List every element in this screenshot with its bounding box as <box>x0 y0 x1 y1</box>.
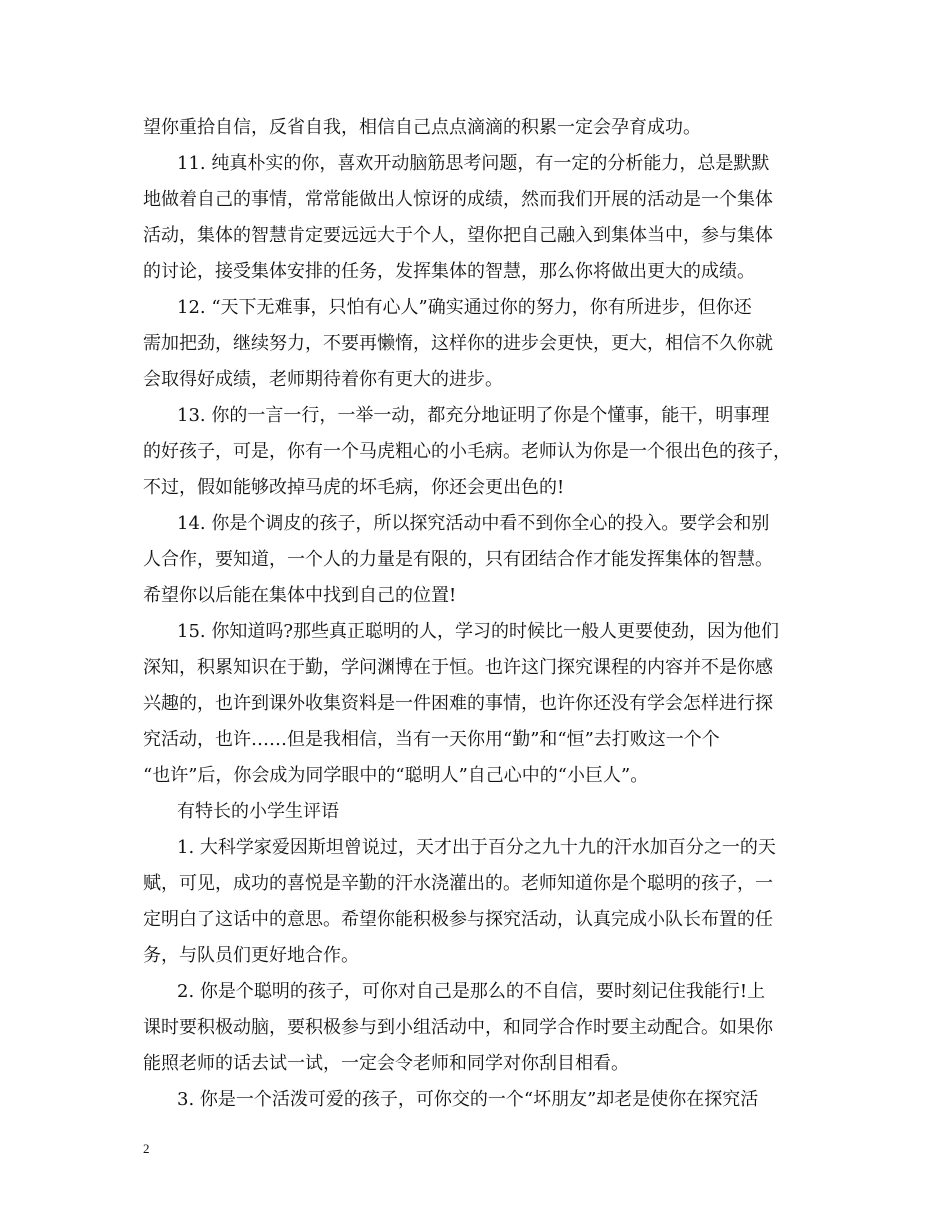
text-line: 望你重拾自信，反省自我，相信自己点点滴滴的积累一定会孕育成功。 <box>143 117 701 138</box>
text-line: “也许”后，你会成为同学眼中的“聪明人”自己心中的“小巨人”。 <box>143 765 649 786</box>
text-line: 3. 你是一个活泼可爱的孩子，可你交的一个“坏朋友”却老是使你在探究活 <box>177 1089 759 1110</box>
text-line: 兴趣的，也许到课外收集资料是一件困难的事情，也许你还没有学会怎样进行探 <box>143 693 773 714</box>
text-line: 赋，可见，成功的喜悦是辛勤的汗水浇灌出的。老师知道你是个聪明的孩子，一 <box>143 873 773 894</box>
page-number: 2 <box>143 1141 150 1156</box>
text-line: 1. 大科学家爱因斯坦曾说过，天才出于百分之九十九的汗水加百分之一的天 <box>177 837 776 858</box>
text-line: 需加把劲，继续努力，不要再懒惰，这样你的进步会更快，更大，相信不久你就 <box>143 333 773 354</box>
text-line: 究活动，也许……但是我相信，当有一天你用“勤”和“恒”去打败这一个个 <box>143 729 720 750</box>
text-line: 13. 你的一言一行，一举一动，都充分地证明了你是个懂事，能干，明事理 <box>177 405 770 426</box>
text-line: 活动，集体的智慧肯定要远远大于个人，望你把自己融入到集体当中，参与集体 <box>143 225 773 246</box>
text-line: 14. 你是个调皮的孩子，所以探究活动中看不到你全心的投入。要学会和别 <box>177 513 770 534</box>
text-line: 课时要积极动脑，要积极参与到小组活动中，和同学合作时要主动配合。如果你 <box>143 1017 773 1038</box>
text-line: 不过，假如能够改掉马虎的坏毛病，你还会更出色的! <box>143 477 565 498</box>
text-line: 务，与队员们更好地合作。 <box>143 945 359 966</box>
text-line: 能照老师的话去试一试，一定会令老师和同学对你刮目相看。 <box>143 1053 629 1074</box>
text-line: 的讨论，接受集体安排的任务，发挥集体的智慧，那么你将做出更大的成绩。 <box>143 261 755 282</box>
text-line: 会取得好成绩，老师期待着你有更大的进步。 <box>143 369 503 390</box>
text-line: 11. 纯真朴实的你，喜欢开动脑筋思考问题，有一定的分析能力，总是默默 <box>177 153 770 174</box>
text-line: 人合作，要知道，一个人的力量是有限的，只有团结合作才能发挥集体的智慧。 <box>143 549 773 570</box>
text-line: 2. 你是个聪明的孩子，可你对自己是那么的不自信，要时刻记住我能行!上 <box>177 981 766 1002</box>
text-line: 的好孩子，可是，你有一个马虎粗心的小毛病。老师认为你是一个很出色的孩子， <box>143 441 791 462</box>
section-heading: 有特长的小学生评语 <box>177 801 339 822</box>
text-line: 15. 你知道吗?那些真正聪明的人，学习的时候比一般人更要使劲，因为他们 <box>177 621 779 642</box>
text-line: 深知，积累知识在于勤，学问渊博在于恒。也许这门探究课程的内容并不是你感 <box>143 657 773 678</box>
text-line: 定明白了这话中的意思。希望你能积极参与探究活动，认真完成小队长布置的任 <box>143 909 773 930</box>
text-line: 12. “天下无难事，只怕有心人”确实通过你的努力，你有所进步，但你还 <box>177 297 752 318</box>
text-line: 地做着自己的事情，常常能做出人惊讶的成绩，然而我们开展的活动是一个集体 <box>143 189 773 210</box>
text-line: 希望你以后能在集体中找到自己的位置! <box>143 585 457 606</box>
